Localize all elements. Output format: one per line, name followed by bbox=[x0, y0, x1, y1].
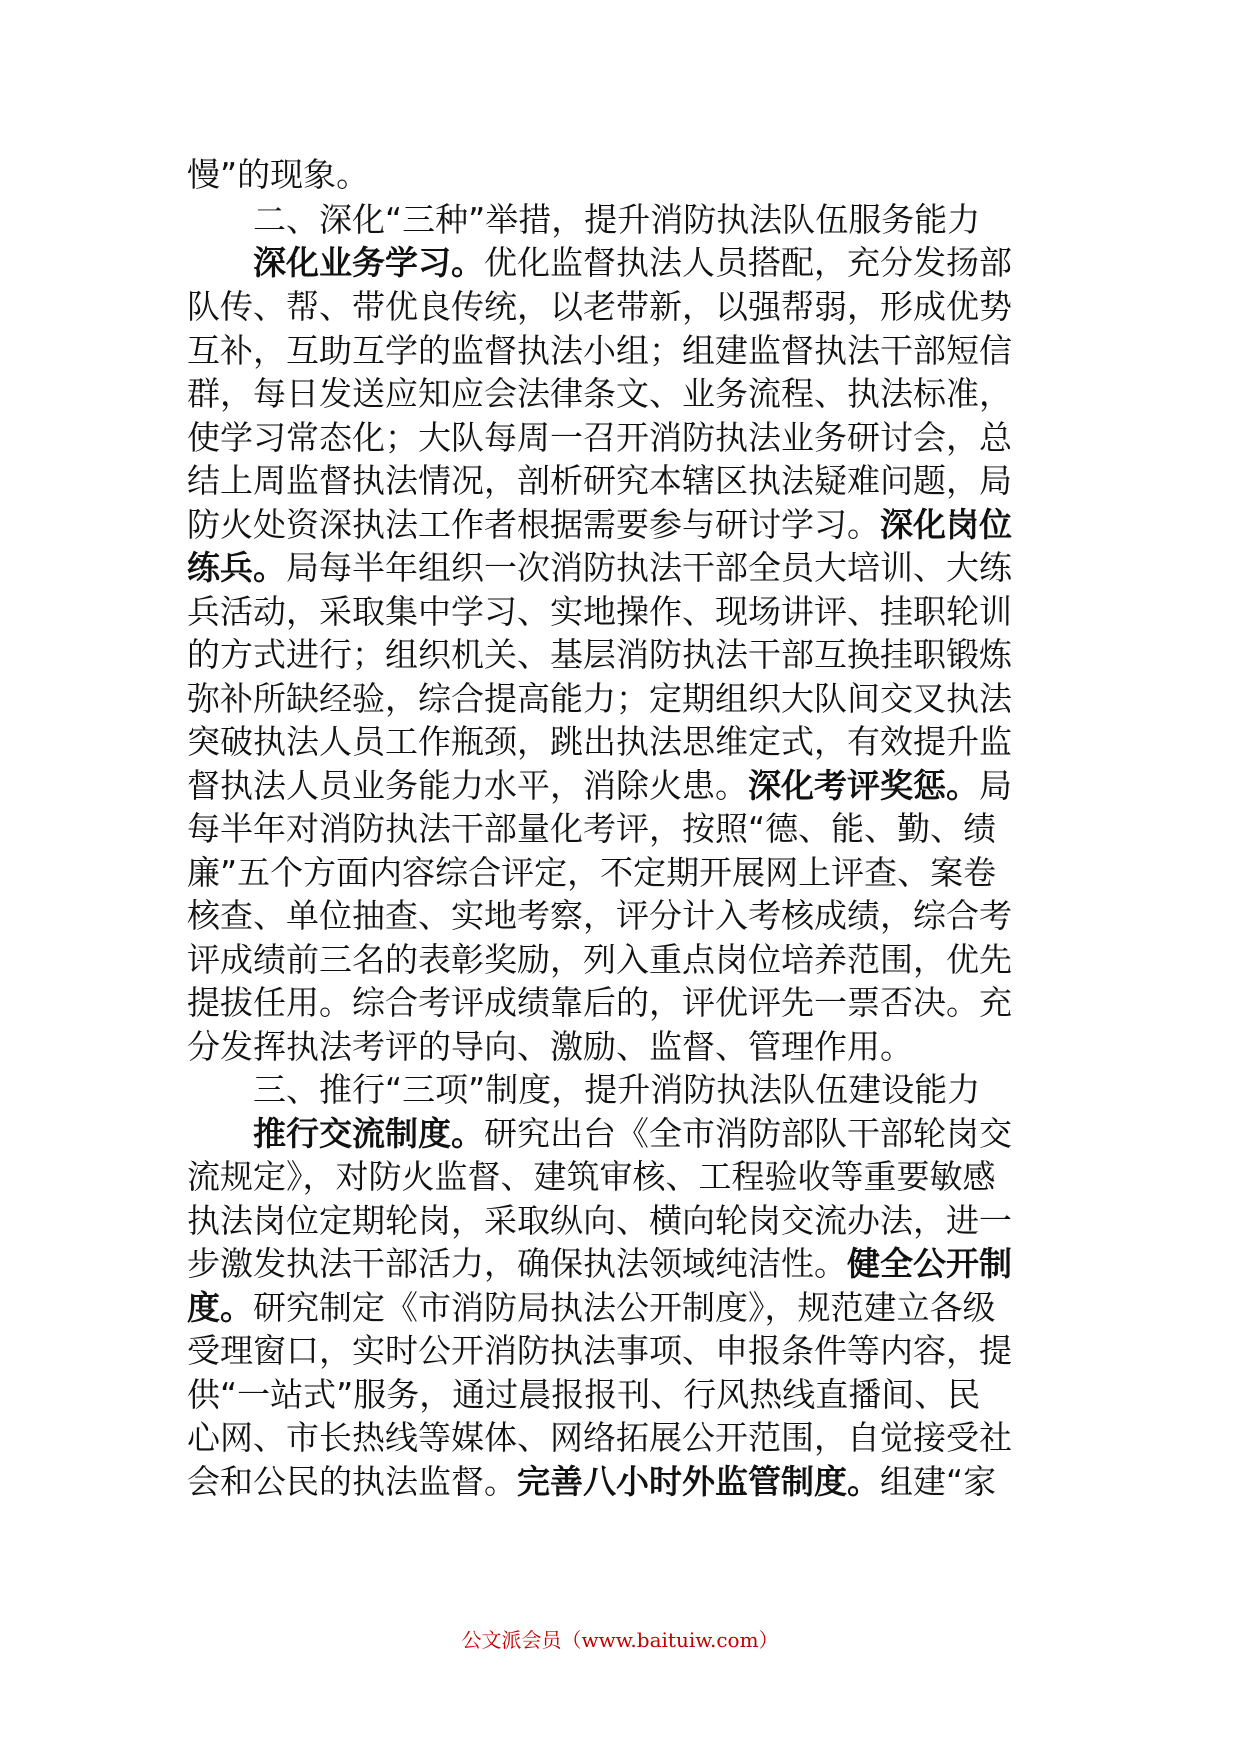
text-line bbox=[187, 804, 1047, 854]
document-page bbox=[187, 150, 1047, 1550]
text-segment: 的方式进行；组织机关、基层消防执法干部互换挂职锻炼 bbox=[187, 635, 1012, 674]
text-line bbox=[187, 1326, 1047, 1376]
text-segment: 步激发执法干部活力，确保执法领域纯洁性。 bbox=[187, 1244, 847, 1283]
text-segment: 局 bbox=[979, 766, 1012, 805]
text-segment: 防火处资深执法工作者根据需要参与研讨学习。 bbox=[187, 505, 880, 544]
heading-text: 二、深化“三种”举措，提升消防执法队伍服务能力 bbox=[253, 200, 981, 239]
text-line bbox=[187, 369, 1047, 419]
text-segment: 会和公民的执法监督。 bbox=[187, 1462, 517, 1501]
text-line bbox=[187, 1457, 1047, 1507]
text-segment: 优化监督执法人员搭配，充分发扬部 bbox=[484, 243, 1012, 282]
text-segment: 执法岗位定期轮岗，采取纵向、横向轮岗交流办法，进一 bbox=[187, 1201, 1012, 1240]
text-segment: 督执法人员业务能力水平，消除火患。 bbox=[187, 766, 748, 805]
text-line bbox=[187, 543, 1047, 593]
text-segment: 慢”的现象。 bbox=[187, 155, 370, 194]
text-segment: 使学习常态化；大队每周一召开消防执法业务研讨会，总 bbox=[187, 418, 1012, 457]
text-segment: 供“一站式”服务，通过晨报报刊、行风热线直播间、民 bbox=[187, 1375, 981, 1414]
text-line bbox=[187, 1239, 1047, 1289]
text-segment: 提拔任用。综合考评成绩靠后的，评优评先一票否决。充 bbox=[187, 983, 1012, 1022]
text-line bbox=[187, 717, 1047, 767]
text-line bbox=[187, 1413, 1047, 1463]
text-segment: 研究出台《全市消防部队干部轮岗交 bbox=[484, 1114, 1012, 1153]
text-segment: 分发挥执法考评的导向、激励、监督、管理作用。 bbox=[187, 1027, 913, 1066]
text-segment: 局每半年组织一次消防执法干部全员大培训、大练 bbox=[286, 548, 1012, 587]
text-segment: 结上周监督执法情况，剖析研究本辖区执法疑难问题，局 bbox=[187, 461, 1012, 500]
footer-text: 公文派会员（www.baituiw.com） bbox=[461, 1628, 779, 1652]
text-segment: 评成绩前三名的表彰奖励，列入重点岗位培养范围，优先 bbox=[187, 940, 1012, 979]
bold-subheading: 度。 bbox=[187, 1288, 253, 1327]
text-segment: 流规定》，对防火监督、建筑审核、工程验收等重要敏感 bbox=[187, 1157, 996, 1196]
text-segment: 研究制定《市消防局执法公开制度》，规范建立各级 bbox=[253, 1288, 996, 1327]
text-segment: 组建“家 bbox=[880, 1462, 997, 1501]
bold-subheading: 健全公开制 bbox=[847, 1244, 1012, 1283]
bold-subheading: 推行交流制度。 bbox=[253, 1114, 484, 1153]
text-segment: 受理窗口，实时公开消防执法事项、申报条件等内容，提 bbox=[187, 1331, 1012, 1370]
text-line bbox=[187, 630, 1047, 680]
bold-subheading: 练兵。 bbox=[187, 548, 286, 587]
text-segment: 核查、单位抽查、实地考察，评分计入考核成绩，综合考 bbox=[187, 896, 1012, 935]
text-line bbox=[187, 891, 1047, 941]
bold-subheading: 完善八小时外监管制度。 bbox=[517, 1462, 880, 1501]
text-segment: 队传、帮、带优良传统，以老带新，以强帮弱，形成优势 bbox=[187, 287, 1012, 326]
footer-watermark bbox=[0, 1626, 1240, 1654]
text-segment: 弥补所缺经验，综合提高能力；定期组织大队间交叉执法 bbox=[187, 679, 1012, 718]
bold-subheading: 深化业务学习。 bbox=[253, 243, 484, 282]
heading-text: 三、推行“三项”制度，提升消防执法队伍建设能力 bbox=[253, 1070, 981, 1109]
bold-subheading: 深化考评奖惩。 bbox=[748, 766, 979, 805]
text-segment: 群，每日发送应知应会法律条文、业务流程、执法标准， bbox=[187, 374, 1012, 413]
text-line bbox=[187, 150, 1047, 200]
text-segment: 互补，互助互学的监督执法小组；组建监督执法干部短信 bbox=[187, 331, 1012, 370]
text-segment: 心网、市长热线等媒体、网络拓展公开范围，自觉接受社 bbox=[187, 1418, 1012, 1457]
text-line bbox=[187, 978, 1047, 1028]
text-line bbox=[187, 1152, 1047, 1202]
text-segment: 廉”五个方面内容综合评定，不定期开展网上评查、案卷 bbox=[187, 853, 997, 892]
bold-subheading: 深化岗位 bbox=[880, 505, 1012, 544]
section-heading-3 bbox=[187, 1065, 1047, 1115]
text-segment: 突破执法人员工作瓶颈，跳出执法思维定式，有效提升监 bbox=[187, 722, 1012, 761]
text-segment: 兵活动，采取集中学习、实地操作、现场讲评、挂职轮训 bbox=[187, 592, 1012, 631]
text-line bbox=[187, 456, 1047, 506]
text-line bbox=[187, 238, 1047, 288]
text-line bbox=[187, 282, 1047, 332]
text-segment: 每半年对消防执法干部量化考评，按照“德、能、勤、绩 bbox=[187, 809, 997, 848]
